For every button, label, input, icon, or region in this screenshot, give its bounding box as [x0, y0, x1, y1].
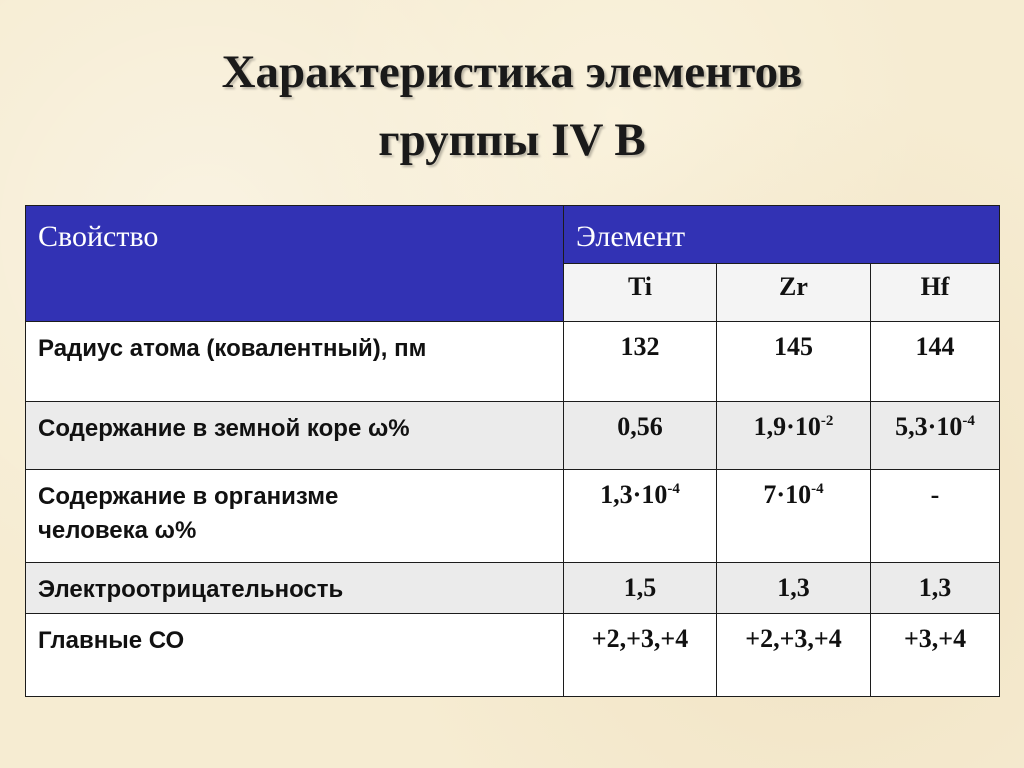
table-row: [26, 470, 1000, 563]
cell-value: $7\cdot 10^{-4}$: [717, 470, 871, 563]
row-label: Содержание в земной коре ω%: [26, 402, 564, 470]
row-label: Радиус атома (ковалентный), пм: [26, 322, 564, 402]
cell-value: +3,+4: [871, 614, 1000, 697]
row-label-line2: человека ω%: [38, 517, 197, 544]
cell-value: -: [871, 470, 1000, 563]
header-element: Элемент: [564, 206, 1000, 264]
table-row: [26, 614, 1000, 697]
cell-value: $5,3\cdot 10^{-4}$: [871, 402, 1000, 470]
cell-value: 144: [871, 322, 1000, 402]
cell-value: 0,56: [564, 402, 717, 470]
slide-title: [0, 38, 1024, 174]
cell-value: 1,3: [871, 563, 1000, 614]
slide-title-line1: Характеристика элементов: [221, 46, 803, 98]
cell-value: 1,5: [564, 563, 717, 614]
table-row: [26, 563, 1000, 614]
header-element-hf: Hf: [871, 264, 1000, 322]
cell-value: 132: [564, 322, 717, 402]
row-label: Электроотрицательность: [26, 563, 564, 614]
slide-title-line2: группы IV В: [378, 114, 646, 166]
row-label: Главные СО: [26, 614, 564, 697]
cell-value: $1,3\cdot 10^{-4}$: [564, 470, 717, 563]
table-row: [26, 322, 1000, 402]
cell-value: +2,+3,+4: [717, 614, 871, 697]
header-element-ti: Ti: [564, 264, 717, 322]
cell-value: $1,9\cdot 10^{-2}$: [717, 402, 871, 470]
header-element-zr: Zr: [717, 264, 871, 322]
cell-value: 1,3: [717, 563, 871, 614]
row-label: [26, 470, 564, 563]
properties-table: [25, 205, 1000, 697]
table-row: [26, 402, 1000, 470]
row-label-line1: Содержание в организме: [38, 483, 339, 510]
cell-value: 145: [717, 322, 871, 402]
cell-value: +2,+3,+4: [564, 614, 717, 697]
header-property: Свойство: [26, 206, 564, 322]
